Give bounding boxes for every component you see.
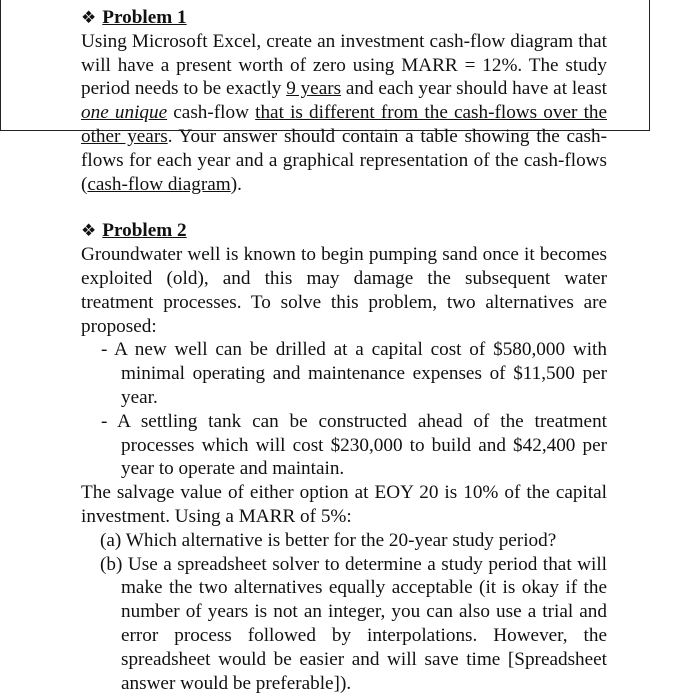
p1-years: 9 years — [286, 78, 342, 100]
problem-1-title: Problem 1 — [102, 7, 187, 28]
p1-text-c: cash-flow — [167, 102, 256, 124]
question-a: (a) Which alternative is better for the 20-year study period? — [100, 529, 557, 551]
problem-2-intro: Groundwater well is known to begin pumping sand once it becomes exploited (old), and this may damage the subsequent water treatment processes. To solve this problem, two alternatives are proposed: — [81, 244, 607, 337]
p1-text-e: ). — [230, 173, 242, 195]
salvage-text: The salvage value of either option at EOY 20 is 10% of the capital investment. Using a MARR of 5%: — [81, 482, 607, 527]
p1-text-a: Using Microsoft Excel, create an investment cash-flow diagram that will have a present worth of zero using MARR = 12%. The study period needs to be exactly — [81, 30, 607, 100]
p1-text-b: and each year should have at least — [341, 78, 608, 100]
alternative-2: - A settling tank can be constructed ahead of the treatment processes which will cost $230,000 to build and $42,400 per year to operate and maintain. — [101, 410, 607, 480]
diamond-bullet-icon: ❖ — [81, 221, 97, 241]
problem-2-title: Problem 2 — [102, 220, 187, 242]
alternative-1: - A new well can be drilled at a capital cost of $580,000 with minimal operating and maintenance expenses of $11,500 per year. — [101, 339, 607, 408]
problem-2-heading — [81, 219, 607, 243]
p1-unique: one unique — [81, 102, 168, 124]
p1-different: that is different from the cash-flows over the other years — [81, 102, 608, 147]
question-b: (b) Use a spreadsheet solver to determine a study period that will make the two alternatives equally acceptable (it is okay if the number of years is not an integer, you can also use a trial and error process followed by interpolations. However, the spreadsheet would be easier and will save time [Spreadsheet answer would be preferable]). — [100, 553, 607, 694]
diamond-bullet-icon: ❖ — [81, 8, 97, 27]
p1-diagram: cash-flow diagram — [87, 173, 231, 195]
problem-1-text — [81, 30, 607, 197]
document-body — [81, 6, 607, 695]
p1-text-d: . Your answer should contain a table showing the cash-flows for each year and a graphical representation of the cash-flows ( — [81, 125, 607, 195]
problem-1-heading — [81, 6, 607, 30]
